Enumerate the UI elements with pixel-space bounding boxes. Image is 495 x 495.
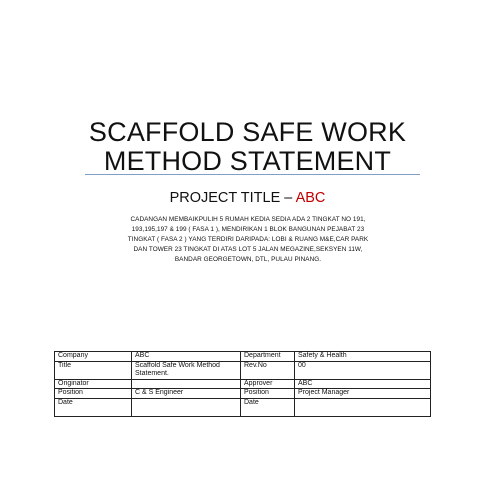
project-description-line: 193,195,197 & 199 ( FASA 1 ), MENDIRIKAN 1 BLOK BANGUNAN PEJABAT 23 xyxy=(131,226,365,233)
date2-value xyxy=(295,398,431,416)
department-value: Safety & Health xyxy=(295,352,431,362)
title-label: Title xyxy=(55,361,132,379)
project-title-label: PROJECT TITLE – xyxy=(169,190,296,206)
table-row xyxy=(55,389,431,399)
table-row xyxy=(55,361,431,379)
document-title-line-2: METHOD STATEMENT xyxy=(103,146,392,176)
revno-label: Rev.No xyxy=(241,361,295,379)
revno-value: 00 xyxy=(295,361,431,379)
document-title-line-1: SCAFFOLD SAFE WORK xyxy=(88,117,407,147)
project-description-line: TINGKAT ( FASA 2 ) YANG TERDIRI DARIPADA: LOBI & RUANG M&E,CAR PARK xyxy=(127,236,369,243)
project-description-line: BANDAR GEORGETOWN, DTL, PULAU PINANG. xyxy=(174,256,322,263)
position2-label: Position xyxy=(241,389,295,399)
document-title xyxy=(0,118,495,176)
position-label: Position xyxy=(55,389,132,399)
project-title xyxy=(0,190,495,206)
table-row xyxy=(55,398,431,416)
project-description-line: DAN TOWER 23 TINGKAT DI ATAS LOT 5 JALAN MEGAZINE,SEKSYEN 11W, xyxy=(133,246,363,253)
date-label: Date xyxy=(55,398,132,416)
table-row xyxy=(55,352,431,362)
title-divider xyxy=(85,174,420,175)
document-info-table xyxy=(54,351,431,417)
date-value xyxy=(132,398,241,416)
position2-value: Project Manager xyxy=(295,389,431,399)
project-description xyxy=(95,215,401,265)
project-description-line: CADANGAN MEMBAIKPULIH 5 RUMAH KEDIA SEDIA ADA 2 TINGKAT NO 191, xyxy=(130,216,366,223)
project-name: ABC xyxy=(295,190,326,206)
approver-value: ABC xyxy=(295,379,431,389)
position-value: C & S Engineer xyxy=(132,389,241,399)
date2-label: Date xyxy=(241,398,295,416)
approver-label: Approver xyxy=(241,379,295,389)
department-label: Department xyxy=(241,352,295,362)
company-value: ABC xyxy=(132,352,241,362)
originator-label: Originator xyxy=(55,379,132,389)
originator-value xyxy=(132,379,241,389)
table-row xyxy=(55,379,431,389)
company-label: Company xyxy=(55,352,132,362)
title-value: Scaffold Safe Work Method Statement. xyxy=(132,361,241,379)
